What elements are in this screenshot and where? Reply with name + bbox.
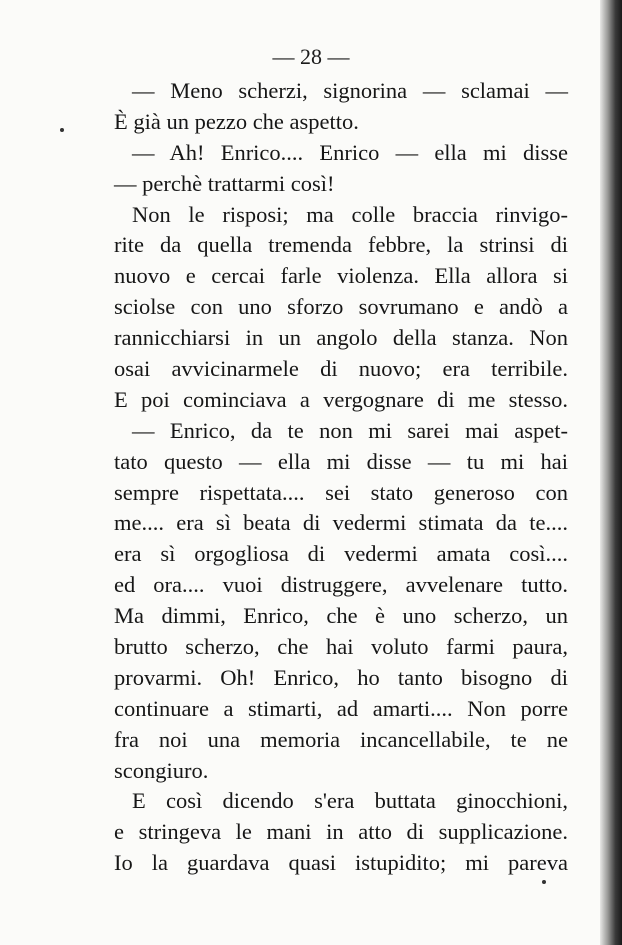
text-line: E così dicendo s'era buttata ginocchioni, <box>132 788 568 814</box>
text-line: Io la guardava quasi istupidito; mi pareva <box>114 850 568 876</box>
text-line: — Enrico, da te non mi sarei mai aspet- <box>132 417 568 443</box>
ink-speck <box>542 880 546 884</box>
page-number: — 28 — <box>272 44 350 69</box>
text-line: — Ah! Enrico.... Enrico — ella mi disse <box>132 139 568 165</box>
text-line: È già un pezzo che aspetto. <box>114 108 359 134</box>
page-edge-shadow <box>600 0 622 945</box>
ink-speck <box>60 128 64 132</box>
text-line: Non le risposi; ma colle braccia rinvigo- <box>132 201 568 227</box>
text-line: scongiuro. <box>114 757 209 783</box>
text-line: sempre rispettata.... sei stato generoso con <box>114 479 568 505</box>
text-line: continuare a stimarti, ad amarti.... Non porre <box>114 695 568 721</box>
text-line: — perchè trattarmi così! <box>114 170 335 196</box>
text-line: provarmi. Oh! Enrico, ho tanto bisogno di <box>114 664 568 690</box>
text-line: tato questo — ella mi disse — tu mi hai <box>114 448 568 474</box>
text-line: Ma dimmi, Enrico, che è uno scherzo, un <box>114 603 568 629</box>
text-line: rannicchiarsi in un angolo della stanza. Non <box>114 325 568 351</box>
text-line: osai avvicinarmele di nuovo; era terribile. <box>114 356 568 382</box>
text-line: E poi cominciava a vergognare di me stesso. <box>114 386 568 412</box>
text-line: — Meno scherzi, signorina — sclamai — <box>132 78 568 103</box>
text-line: e stringeva le mani in atto di supplicazione. <box>114 819 568 845</box>
text-line: nuovo e cercai farle violenza. Ella allora si <box>114 263 568 289</box>
text-line: me.... era sì beata di vedermi stimata da te.... <box>114 510 568 536</box>
text-line: sciolse con uno sforzo sovrumano e andò a <box>114 294 568 320</box>
body-text <box>114 76 568 879</box>
text-line: fra noi una memoria incancellabile, te ne <box>114 726 568 752</box>
text-line: rite da quella tremenda febbre, la strinsi di <box>114 232 568 258</box>
text-line: brutto scherzo, che hai voluto farmi paura, <box>114 634 568 660</box>
text-line: era sì orgogliosa di vedermi amata così.... <box>114 541 568 567</box>
text-line: ed ora.... vuoi distruggere, avvelenare tutto. <box>114 572 568 598</box>
